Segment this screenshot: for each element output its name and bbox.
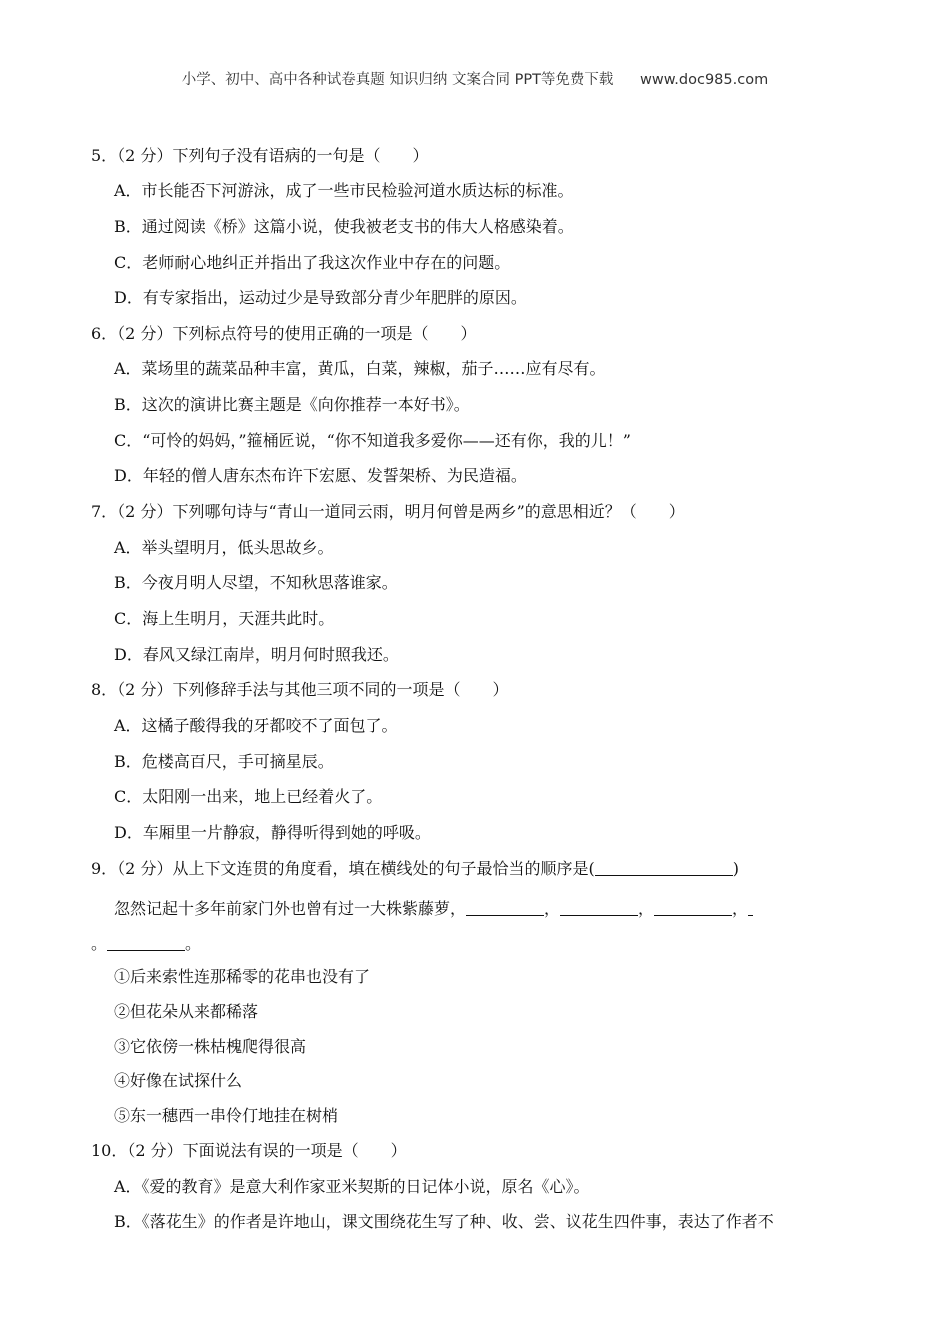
passage-blank-2[interactable] (560, 899, 638, 916)
question-7-stem: 7．（2 分）下列哪句诗与“青山一道同云雨，明月何曾是两乡”的意思相近？（ ） (91, 502, 685, 521)
page-header (0, 68, 950, 89)
question-7-option-b: B．今夜月明人尽望，不知秋思落谁家。 (114, 573, 398, 592)
passage-end-mark: 。 (91, 934, 108, 953)
question-9-stem-text: 9．（2 分）从上下文连贯的角度看，填在横线处的句子最恰当的顺序是( (91, 859, 595, 878)
question-9-passage (114, 899, 753, 919)
question-5-option-c: C．老师耐心地纠正并指出了我这次作业中存在的问题。 (114, 253, 511, 272)
question-9-item-5: ⑤东一穗西一串伶仃地挂在树梢 (114, 1106, 339, 1125)
question-8-option-d: D．车厢里一片静寂，静得听得到她的呼吸。 (114, 823, 431, 842)
question-5-option-a: A．市长能否下河游泳，成了一些市民检验河道水质达标的标准。 (114, 181, 574, 200)
question-5-option-b: B．通过阅读《桥》这篇小说，使我被老支书的伟大人格感染着。 (114, 217, 574, 236)
passage-end-dot: 。 (185, 934, 202, 953)
passage-blank-1[interactable] (466, 899, 544, 916)
question-7-option-d: D．春风又绿江南岸，明月何时照我还。 (114, 645, 399, 664)
question-6-option-a: A．菜场里的蔬菜品种丰富，黄瓜，白菜，辣椒，茄子……应有尽有。 (114, 359, 606, 378)
passage-text: 忽然记起十多年前家门外也曾有过一大株紫藤萝， (114, 899, 467, 918)
passage-blank-4-start[interactable] (748, 899, 753, 916)
question-9-item-2: ②但花朵从来都稀落 (114, 1002, 259, 1021)
question-10-stem: 10．（2 分）下面说法有误的一项是（ ） (91, 1141, 407, 1160)
question-9-item-3: ③它依傍一株枯槐爬得很高 (114, 1037, 307, 1056)
question-10-option-a: A．《爱的教育》是意大利作家亚米契斯的日记体小说，原名《心》。 (114, 1177, 590, 1196)
question-9-item-4: ④好像在试探什么 (114, 1071, 243, 1090)
question-8-stem: 8．（2 分）下列修辞手法与其他三项不同的一项是（ ） (91, 680, 509, 699)
passage-sep-3: ， (732, 899, 749, 918)
header-site: www.doc985.com (640, 72, 769, 88)
question-6-option-c: C．“可怜的妈妈，”箍桶匠说，“你不知道我多爱你——还有你，我的儿！” (114, 431, 631, 450)
question-8-option-b: B．危楼高百尺，手可摘星辰。 (114, 752, 334, 771)
question-8-option-c: C．太阳刚一出来，地上已经着火了。 (114, 787, 383, 806)
passage-sep-1: ， (544, 899, 561, 918)
question-7-option-a: A．举头望明月，低头思故乡。 (114, 538, 334, 557)
question-5-option-d: D．有专家指出，运动过少是导致部分青少年肥胖的原因。 (114, 288, 527, 307)
question-6-option-d: D．年轻的僧人唐东杰布许下宏愿、发誓架桥、为民造福。 (114, 466, 527, 485)
question-7-option-c: C．海上生明月，天涯共此时。 (114, 609, 335, 628)
question-9-passage-cont (91, 934, 201, 954)
question-5-stem: 5．（2 分）下列句子没有语病的一句是（ ） (91, 146, 429, 165)
header-text: 小学、初中、高中各种试卷真题 知识归纳 文案合同 PPT等免费下载 (181, 72, 614, 88)
passage-blank-4[interactable] (107, 934, 185, 951)
question-9-item-1: ①后来索性连那稀零的花串也没有了 (114, 967, 371, 986)
question-10-option-b: B．《落花生》的作者是许地山，课文围绕花生写了种、收、尝、议花生四件事，表达了作者不 (114, 1212, 774, 1231)
passage-sep-2: ， (638, 899, 655, 918)
question-9-stem (91, 859, 739, 879)
question-6-option-b: B．这次的演讲比赛主题是《向你推荐一本好书》。 (114, 395, 470, 414)
question-9-stem-close: ) (732, 859, 739, 878)
passage-blank-3[interactable] (654, 899, 732, 916)
answer-blank[interactable] (595, 859, 733, 876)
question-6-stem: 6．（2 分）下列标点符号的使用正确的一项是（ ） (91, 324, 477, 343)
question-8-option-a: A．这橘子酸得我的牙都咬不了面包了。 (114, 716, 398, 735)
